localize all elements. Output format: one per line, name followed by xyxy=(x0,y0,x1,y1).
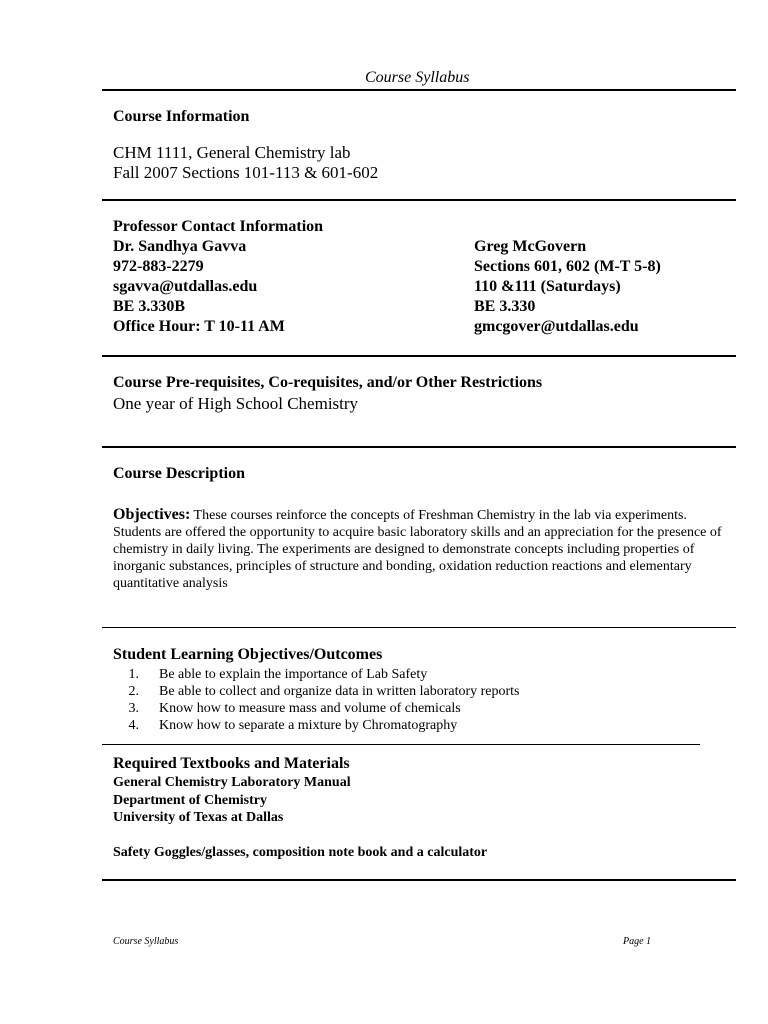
list-item-number: 1. xyxy=(128,667,139,682)
textbooks-heading: Required Textbooks and Materials xyxy=(113,755,350,772)
prereq-text: One year of High School Chemistry xyxy=(113,394,359,413)
ta-email: gmcgover@utdallas.edu xyxy=(474,318,639,335)
ta-name: Greg McGovern xyxy=(474,238,587,255)
outcomes-heading: Student Learning Objectives/Outcomes xyxy=(113,646,383,663)
professor-office: BE 3.330B xyxy=(113,298,186,315)
professor-name: Dr. Sandhya Gavva xyxy=(113,238,247,255)
supplies-text: Safety Goggles/glasses, composition note book and a calculator xyxy=(113,845,488,860)
list-item-text: Be able to collect and organize data in written laboratory reports xyxy=(159,684,520,699)
contact-heading: Professor Contact Information xyxy=(113,218,324,235)
course-info-line2: Fall 2007 Sections 101-113 & 601-602 xyxy=(113,163,379,182)
description-paragraph xyxy=(113,506,737,592)
list-item-text: Know how to measure mass and volume of chemicals xyxy=(159,701,461,716)
section-rule xyxy=(102,879,736,881)
list-item xyxy=(113,700,693,717)
list-item-number: 2. xyxy=(128,684,139,699)
section-rule xyxy=(102,446,736,448)
section-rule xyxy=(102,744,700,745)
objectives-text: These courses reinforce the concepts of Freshman Chemistry in the lab via experiments. Students are offered the opportunity to acquire basic laboratory skills and an appreciation for the presence of chemistry in daily living. The experiments are designed to demonstrate concepts including properties of inorganic substances, principles of structure and bonding, oxidation reduction reactions and elementary quantitative analysis xyxy=(113,508,722,591)
ta-sections: Sections 601, 602 (M-T 5-8) xyxy=(474,258,661,275)
ta-saturday-sections: 110 &111 (Saturdays) xyxy=(474,278,621,295)
professor-phone: 972-883-2279 xyxy=(113,258,204,275)
list-item-text: Be able to explain the importance of Lab Safety xyxy=(159,667,428,682)
header-rule xyxy=(102,89,736,91)
list-item-number: 4. xyxy=(128,718,139,733)
textbook-department: Department of Chemistry xyxy=(113,793,267,808)
ta-office: BE 3.330 xyxy=(474,298,536,315)
professor-email: sgavva@utdallas.edu xyxy=(113,278,258,295)
textbook-university: University of Texas at Dallas xyxy=(113,810,284,825)
section-rule xyxy=(102,199,736,201)
footer-title: Course Syllabus xyxy=(113,936,179,947)
page-title: Course Syllabus xyxy=(365,69,470,86)
section-rule xyxy=(102,627,736,628)
list-item-number: 3. xyxy=(128,701,139,716)
list-item xyxy=(113,666,693,683)
textbook-title: General Chemistry Laboratory Manual xyxy=(113,775,351,790)
prereq-heading: Course Pre-requisites, Co-requisites, and/or Other Restrictions xyxy=(113,374,543,391)
section-rule xyxy=(102,355,736,357)
course-info-line1: CHM 1111, General Chemistry lab xyxy=(113,143,351,162)
objectives-label: Objectives: xyxy=(113,506,191,523)
list-item-text: Know how to separate a mixture by Chromatography xyxy=(159,718,458,733)
page-number: Page 1 xyxy=(623,936,652,947)
outcomes-list xyxy=(113,666,693,734)
list-item xyxy=(113,683,693,700)
list-item xyxy=(113,717,693,734)
course-info-heading: Course Information xyxy=(113,108,250,125)
description-heading: Course Description xyxy=(113,465,245,482)
professor-office-hour: Office Hour: T 10-11 AM xyxy=(113,318,285,335)
